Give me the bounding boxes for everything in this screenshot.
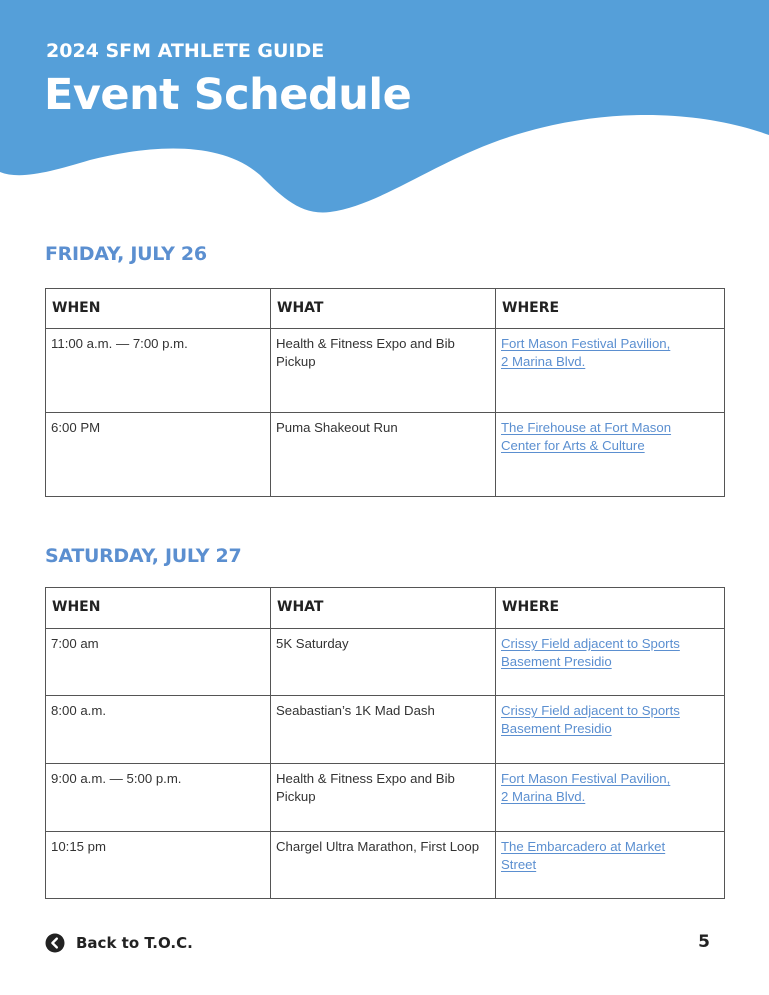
cell-what: Seabastian’s 1K Mad Dash bbox=[271, 696, 496, 764]
day-heading-saturday: SATURDAY, JULY 27 bbox=[45, 545, 242, 567]
cell-when: 6:00 PM bbox=[46, 413, 271, 497]
cell-where bbox=[496, 764, 725, 832]
table-row bbox=[46, 696, 725, 764]
table-header-row bbox=[46, 588, 725, 629]
cell-where bbox=[496, 629, 725, 696]
back-to-toc-link[interactable] bbox=[45, 933, 193, 953]
location-link[interactable]: Crissy Field adjacent to Sports bbox=[501, 703, 680, 718]
back-to-toc-label: Back to T.O.C. bbox=[76, 934, 193, 952]
cell-when: 7:00 am bbox=[46, 629, 271, 696]
cell-when: 11:00 a.m. — 7:00 p.m. bbox=[46, 329, 271, 413]
cell-when: 10:15 pm bbox=[46, 832, 271, 899]
location-link[interactable]: The Firehouse at Fort Mason bbox=[501, 420, 672, 435]
location-link[interactable]: Center for Arts & Culture bbox=[501, 437, 645, 453]
column-header-what: WHAT bbox=[271, 588, 496, 629]
table-row bbox=[46, 629, 725, 696]
column-header-where: WHERE bbox=[496, 588, 725, 629]
table-row bbox=[46, 329, 725, 413]
cell-what: Health & Fitness Expo and Bib Pickup bbox=[271, 764, 496, 832]
guide-title: 2024 SFM ATHLETE GUIDE bbox=[46, 40, 325, 62]
page-number: 5 bbox=[698, 932, 710, 952]
day-heading-friday: FRIDAY, JULY 26 bbox=[45, 243, 207, 265]
schedule-table-saturday bbox=[45, 587, 725, 899]
column-header-where: WHERE bbox=[496, 289, 725, 329]
cell-what: 5K Saturday bbox=[271, 629, 496, 696]
cell-where bbox=[496, 696, 725, 764]
cell-where bbox=[496, 329, 725, 413]
cell-what: Puma Shakeout Run bbox=[271, 413, 496, 497]
location-link[interactable]: Basement Presidio bbox=[501, 653, 612, 669]
location-link[interactable]: Basement Presidio bbox=[501, 720, 612, 736]
table-row bbox=[46, 832, 725, 899]
cell-when: 8:00 a.m. bbox=[46, 696, 271, 764]
column-header-what: WHAT bbox=[271, 289, 496, 329]
cell-what: Chargel Ultra Marathon, First Loop bbox=[271, 832, 496, 899]
table-row bbox=[46, 413, 725, 497]
schedule-table-friday bbox=[45, 288, 725, 497]
location-link[interactable]: Crissy Field adjacent to Sports bbox=[501, 636, 680, 651]
location-link[interactable]: Fort Mason Festival Pavilion, bbox=[501, 771, 671, 786]
table-row bbox=[46, 764, 725, 832]
cell-where bbox=[496, 413, 725, 497]
column-header-when: WHEN bbox=[46, 289, 271, 329]
page-title: Event Schedule bbox=[44, 70, 412, 120]
location-link[interactable]: Street bbox=[501, 856, 537, 872]
cell-where bbox=[496, 832, 725, 899]
cell-what: Health & Fitness Expo and Bib Pickup bbox=[271, 329, 496, 413]
location-link[interactable]: 2 Marina Blvd. bbox=[501, 353, 586, 369]
location-link[interactable]: 2 Marina Blvd. bbox=[501, 788, 586, 804]
chevron-left-circle-icon bbox=[45, 933, 65, 953]
location-link[interactable]: Fort Mason Festival Pavilion, bbox=[501, 336, 671, 351]
location-link[interactable]: The Embarcadero at Market bbox=[501, 839, 666, 854]
cell-when: 9:00 a.m. — 5:00 p.m. bbox=[46, 764, 271, 832]
table-header-row bbox=[46, 289, 725, 329]
column-header-when: WHEN bbox=[46, 588, 271, 629]
